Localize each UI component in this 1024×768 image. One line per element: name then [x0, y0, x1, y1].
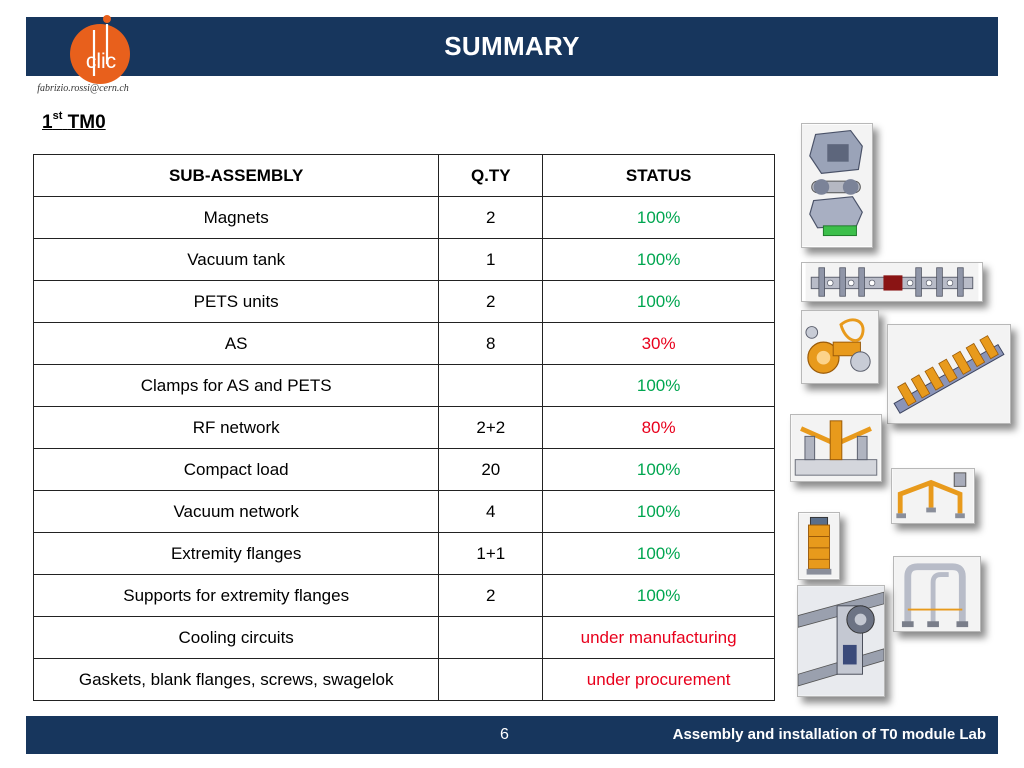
qty-cell: 2 — [439, 281, 543, 323]
status-cell: 30% — [543, 323, 775, 365]
status-cell: 80% — [543, 407, 775, 449]
rf-network-cad-icon — [790, 414, 882, 482]
pets-unit-cad-icon — [801, 310, 879, 384]
table-row — [34, 491, 775, 533]
qty-cell — [439, 365, 543, 407]
qty-cell — [439, 659, 543, 701]
extremity-support-cad-icon — [797, 585, 885, 697]
subtitle-suffix: st — [52, 110, 63, 122]
qty-cell: 2 — [439, 575, 543, 617]
table-header-row — [34, 155, 775, 197]
sub-assembly-cell: RF network — [34, 407, 439, 449]
qty-cell: 4 — [439, 491, 543, 533]
qty-cell: 2+2 — [439, 407, 543, 449]
sub-assembly-cell: Clamps for AS and PETS — [34, 365, 439, 407]
qty-cell: 1 — [439, 239, 543, 281]
status-cell: 100% — [543, 281, 775, 323]
table-row — [34, 617, 775, 659]
table-row — [34, 659, 775, 701]
status-cell: 100% — [543, 575, 775, 617]
table-row — [34, 281, 775, 323]
accelerating-structure-cad-icon — [887, 324, 1011, 424]
header-sub-assembly: SUB-ASSEMBLY — [34, 155, 439, 197]
page-title: SUMMARY — [444, 31, 580, 61]
table-row — [34, 239, 775, 281]
status-cell: 100% — [543, 365, 775, 407]
header-status: STATUS — [543, 155, 775, 197]
vacuum-network-cad-icon — [891, 468, 975, 524]
sub-assembly-cell: Vacuum network — [34, 491, 439, 533]
footer-title: Assembly and installation of T0 module Lab — [672, 726, 986, 743]
table-row — [34, 533, 775, 575]
sub-assembly-cell: Supports for extremity flanges — [34, 575, 439, 617]
author-email: fabrizio.rossi@cern.ch — [37, 83, 129, 94]
sub-assembly-cell: AS — [34, 323, 439, 365]
subtitle-ordinal: 1 — [42, 112, 53, 133]
section-subtitle — [42, 112, 106, 134]
header-qty: Q.TY — [439, 155, 543, 197]
qty-cell — [439, 617, 543, 659]
status-cell: 100% — [543, 197, 775, 239]
qty-cell: 1+1 — [439, 533, 543, 575]
qty-cell: 20 — [439, 449, 543, 491]
cooling-circuit-cad-icon — [893, 556, 981, 632]
sub-assembly-cell: Magnets — [34, 197, 439, 239]
page-number: 6 — [500, 726, 509, 743]
table-row — [34, 197, 775, 239]
status-cell: under procurement — [543, 659, 775, 701]
sub-assembly-cell: PETS units — [34, 281, 439, 323]
sub-assembly-cell: Vacuum tank — [34, 239, 439, 281]
sub-assembly-cell: Gaskets, blank flanges, screws, swagelok — [34, 659, 439, 701]
subtitle-name: TM0 — [67, 112, 106, 133]
vacuum-tank-cad-icon — [801, 262, 983, 302]
status-cell: under manufacturing — [543, 617, 775, 659]
sub-assembly-cell: Compact load — [34, 449, 439, 491]
table-row — [34, 323, 775, 365]
summary-table — [33, 154, 775, 701]
status-cell: 100% — [543, 239, 775, 281]
table-row — [34, 407, 775, 449]
status-cell: 100% — [543, 533, 775, 575]
magnets-cad-icon — [801, 123, 873, 248]
qty-cell: 8 — [439, 323, 543, 365]
compact-load-cad-icon — [798, 512, 840, 580]
status-cell: 100% — [543, 449, 775, 491]
sub-assembly-cell: Extremity flanges — [34, 533, 439, 575]
clic-logo — [64, 12, 140, 86]
sub-assembly-cell: Cooling circuits — [34, 617, 439, 659]
qty-cell: 2 — [439, 197, 543, 239]
status-cell: 100% — [543, 491, 775, 533]
table-row — [34, 449, 775, 491]
table-row — [34, 575, 775, 617]
table-row — [34, 365, 775, 407]
logo-wordmark: clic — [85, 50, 117, 73]
